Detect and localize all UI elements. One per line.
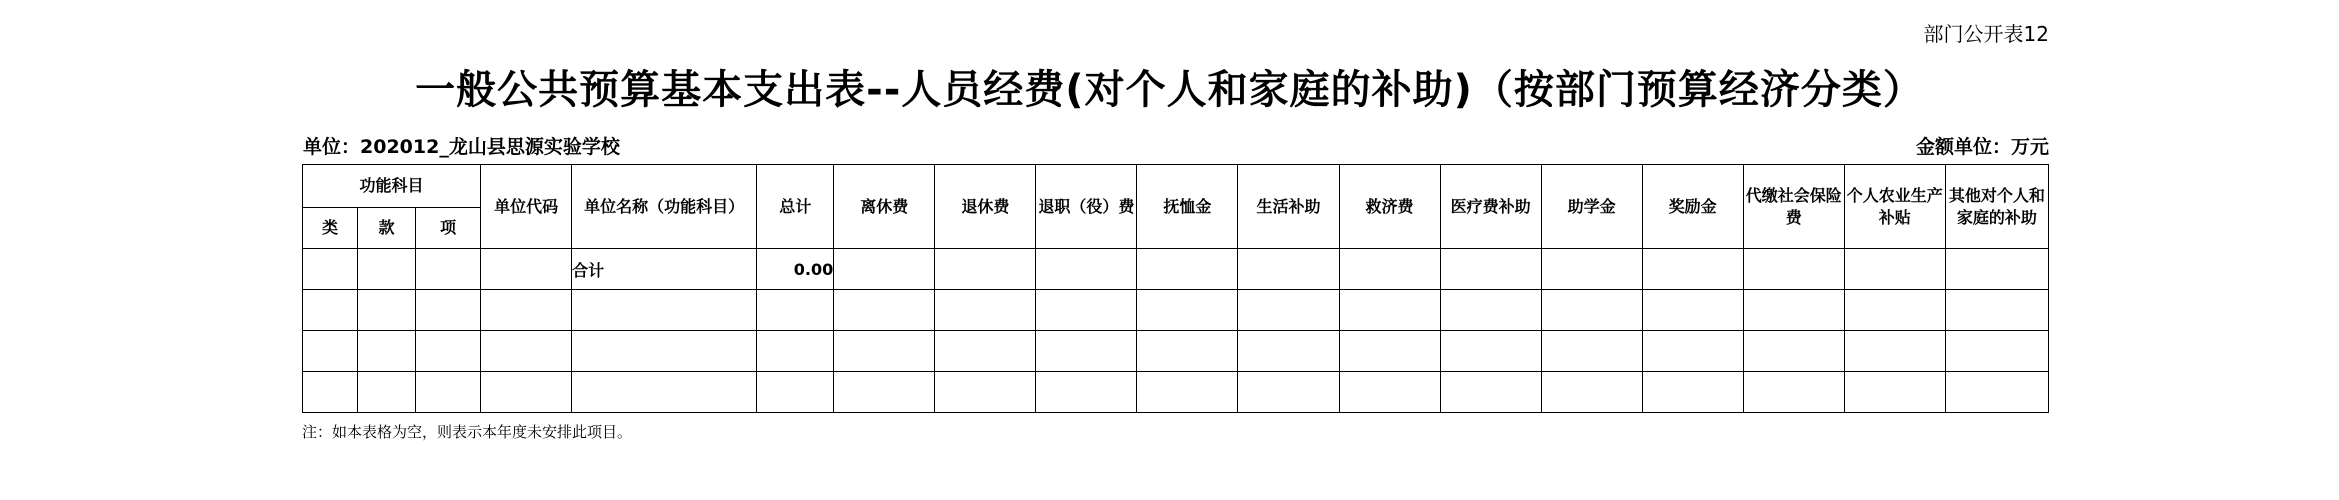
header-relief-fee: 救济费 (1339, 165, 1440, 249)
table-cell (358, 249, 416, 290)
table-row (303, 372, 2049, 413)
table-cell (416, 249, 481, 290)
header-retirement-cadre-fee: 离休费 (834, 165, 935, 249)
table-row (303, 290, 2049, 331)
table-cell (1642, 249, 1743, 290)
table-cell (834, 249, 935, 290)
table-row (303, 331, 2049, 372)
header-other-subsidy: 其他对个人和家庭的补助 (1945, 165, 2048, 249)
footnote: 注：如本表格为空，则表示本年度未安排此项目。 (302, 423, 633, 441)
unit-label: 单位：202012_龙山县思源实验学校 (303, 136, 620, 158)
table-cell (1238, 249, 1339, 290)
table-cell (1541, 249, 1642, 290)
header-item: 项 (416, 208, 481, 249)
table-cell (1440, 249, 1541, 290)
header-function-subject: 功能科目 (303, 165, 481, 208)
table-cell (481, 249, 572, 290)
table-cell (1339, 249, 1440, 290)
table-cell (1036, 249, 1137, 290)
summary-label: 合计 (572, 249, 757, 290)
table-cell (1945, 249, 2048, 290)
header-pension: 抚恤金 (1137, 165, 1238, 249)
header-social-insurance: 代缴社会保险费 (1743, 165, 1844, 249)
table-cell (1743, 249, 1844, 290)
header-unit-code: 单位代码 (481, 165, 572, 249)
table-row-summary (303, 249, 2049, 290)
budget-table (302, 164, 2049, 413)
document-id: 部门公开表12 (1923, 22, 2049, 46)
table-cell (935, 249, 1036, 290)
header-student-grant: 助学金 (1541, 165, 1642, 249)
header-living-subsidy: 生活补助 (1238, 165, 1339, 249)
header-agri-subsidy: 个人农业生产补贴 (1844, 165, 1945, 249)
header-retirement-fee: 退休费 (935, 165, 1036, 249)
header-medical-subsidy: 医疗费补助 (1440, 165, 1541, 249)
header-unit-name: 单位名称（功能科目） (572, 165, 757, 249)
amount-unit-label: 金额单位：万元 (1915, 136, 2049, 158)
page-title: 一般公共预算基本支出表--人员经费(对个人和家庭的补助)（按部门预算经济分类） (415, 67, 1924, 113)
header-category: 类 (303, 208, 358, 249)
table-cell (303, 249, 358, 290)
header-resignation-fee: 退职（役）费 (1036, 165, 1137, 249)
header-section: 款 (358, 208, 416, 249)
header-reward: 奖励金 (1642, 165, 1743, 249)
header-total: 总计 (757, 165, 834, 249)
table-cell (1844, 249, 1945, 290)
summary-total: 0.00 (757, 249, 834, 290)
table-cell (1137, 249, 1238, 290)
